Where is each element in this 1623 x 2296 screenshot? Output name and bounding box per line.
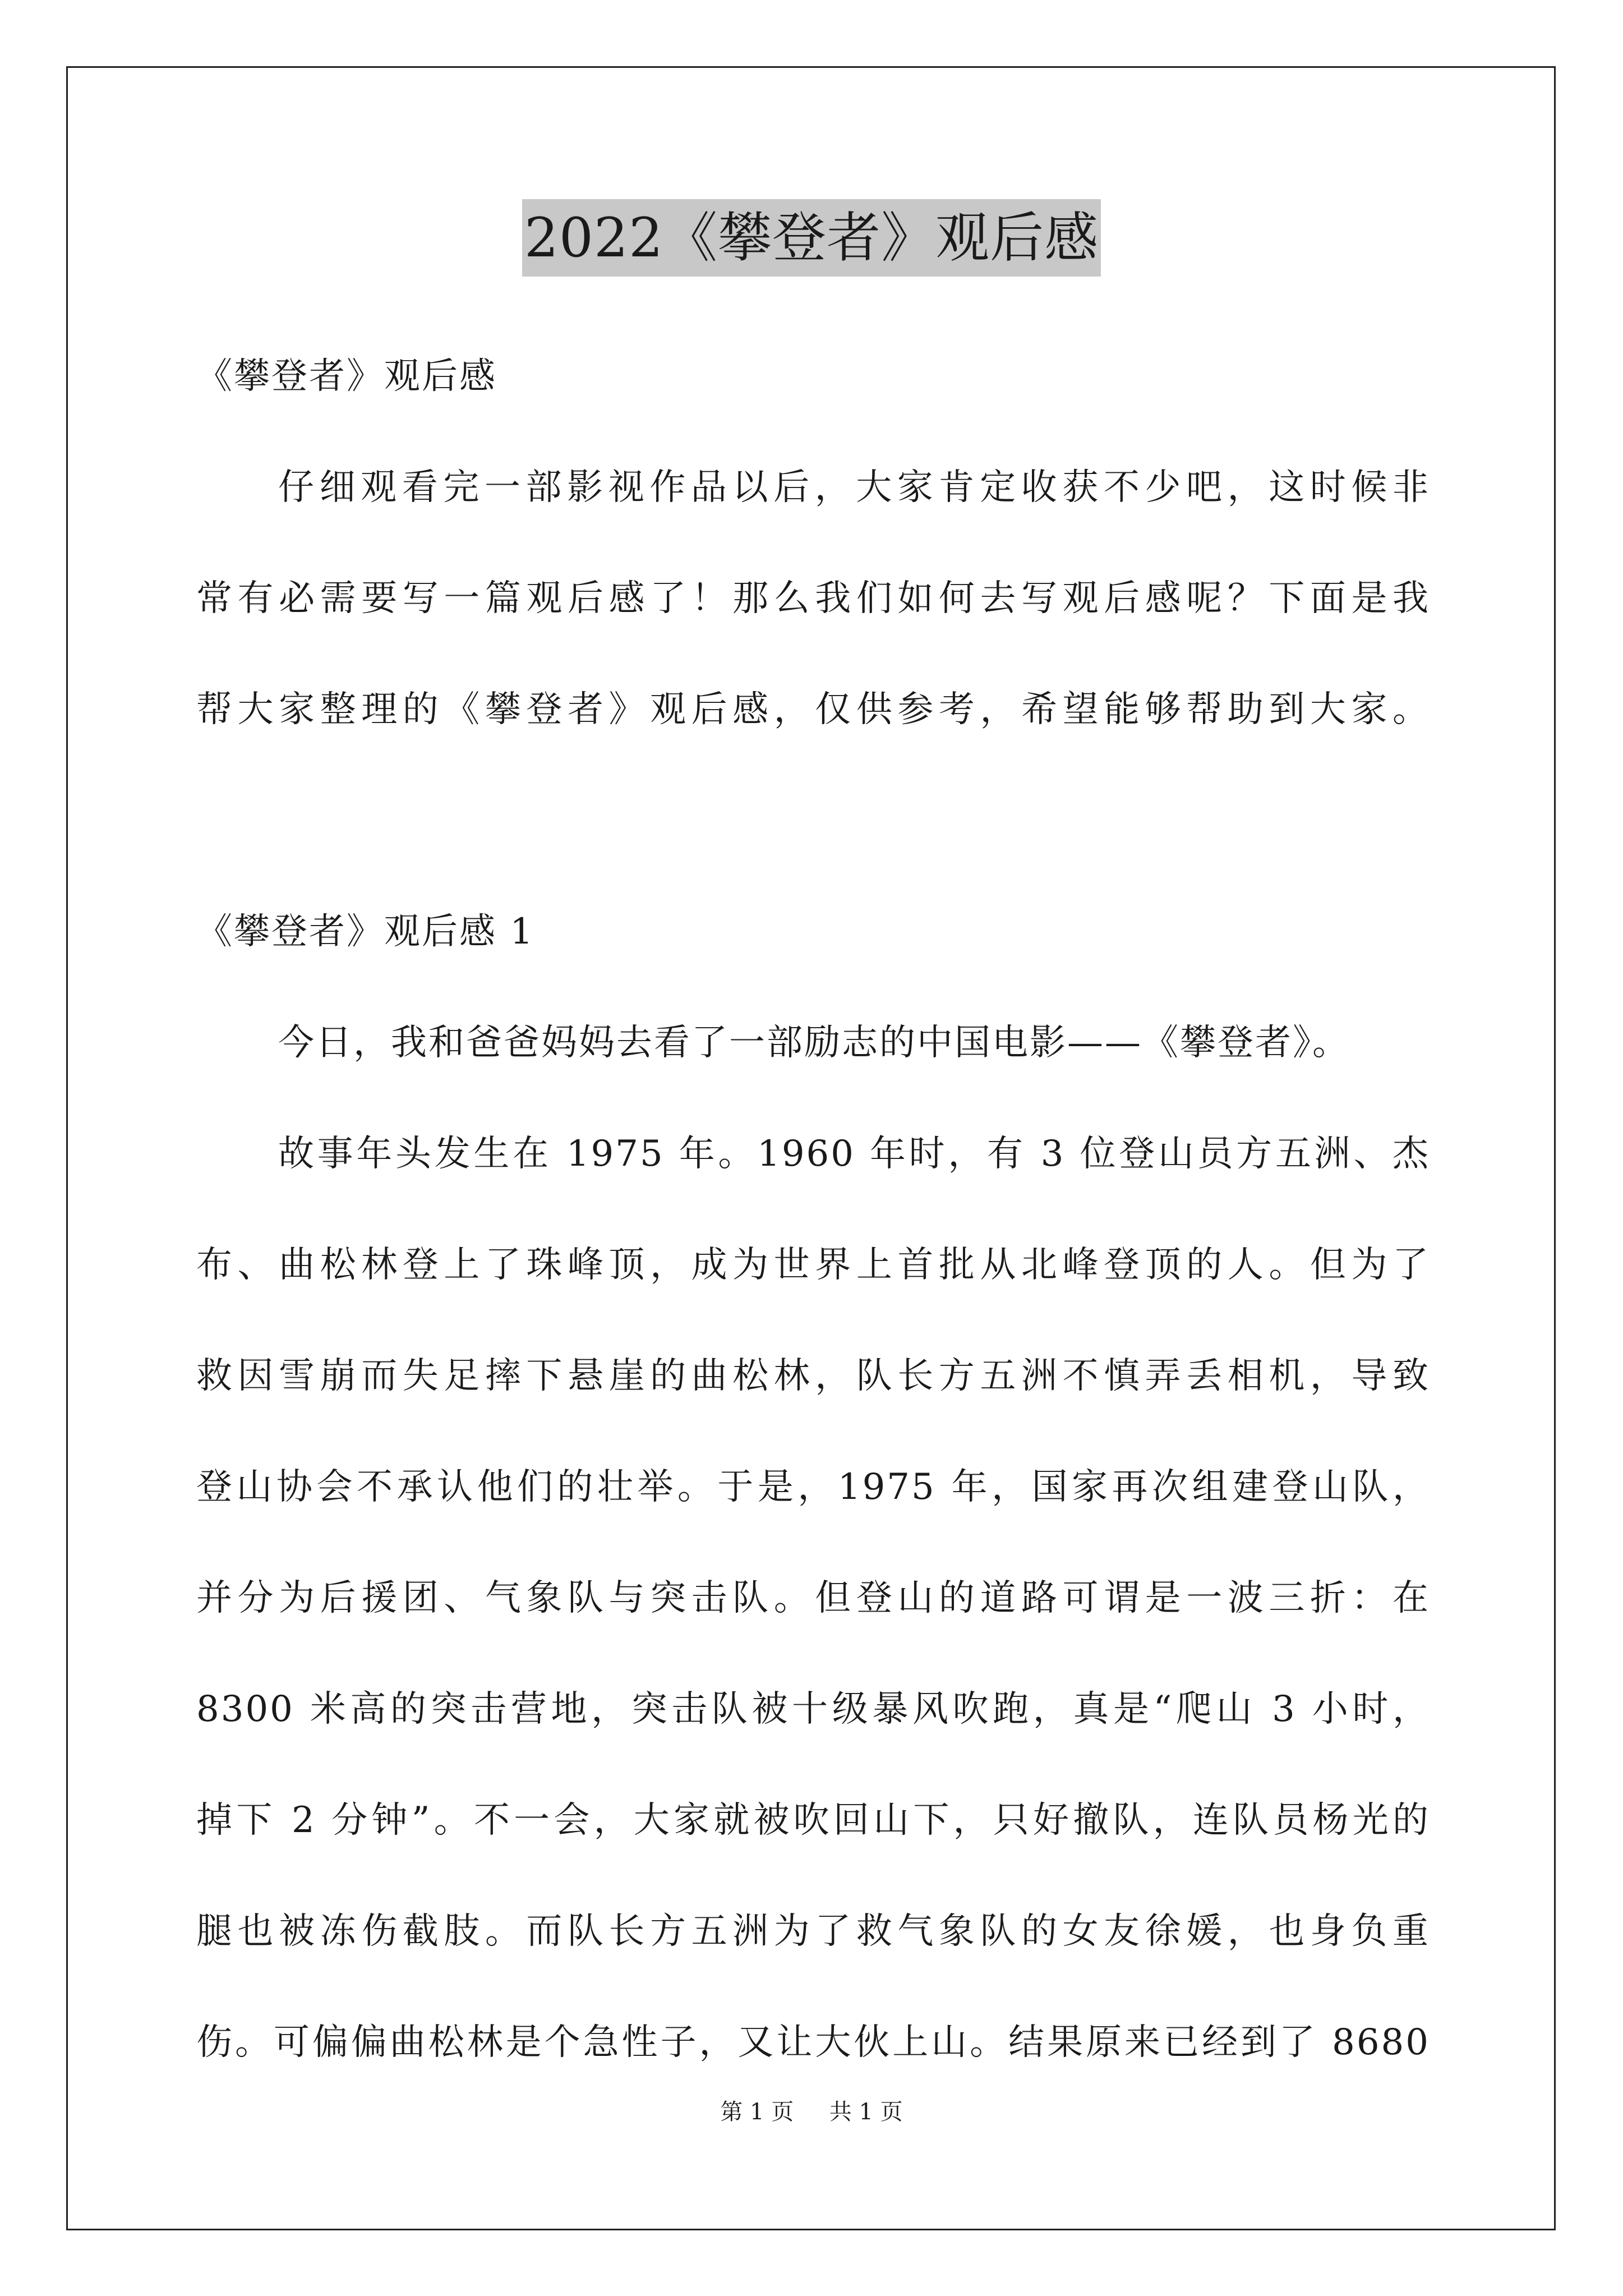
document-body	[196, 321, 1430, 2098]
paragraph-line: 伤。可偏偏曲松林是个急性子，又让大伙上山。结果原来已经到了 8680	[196, 2022, 1430, 2063]
page-number: 第 1 页	[720, 2099, 794, 2125]
document-title: 2022《攀登者》观后感	[522, 199, 1101, 277]
section-heading: 《攀登者》观后感 1	[196, 911, 535, 953]
paragraph-line: 8300 米高的突击营地，突击队被十级暴风吹跑，真是“爬山 3 小时，	[196, 1688, 1430, 1730]
section-heading: 《攀登者》观后感	[196, 356, 497, 397]
page-total: 共 1 页	[829, 2099, 903, 2125]
paragraph-line: 帮大家整理的《攀登者》观后感，仅供参考，希望能够帮助到大家。	[196, 689, 1430, 730]
paragraph-line: 腿也被冻伤截肢。而队长方五洲为了救气象队的女友徐媛，也身负重	[196, 1911, 1430, 1952]
title-container	[0, 199, 1623, 277]
paragraph-line: 今日，我和爸爸妈妈去看了一部励志的中国电影——《攀登者》。	[278, 1022, 1350, 1064]
paragraph-line: 并分为后援团、气象队与突击队。但登山的道路可谓是一波三折：在	[196, 1577, 1430, 1619]
paragraph-line: 登山协会不承认他们的壮举。于是，1975 年，国家再次组建登山队，	[196, 1466, 1430, 1508]
paragraph-line: 故事年头发生在 1975 年。1960 年时，有 3 位登山员方五洲、杰	[278, 1133, 1430, 1175]
page-footer	[0, 2095, 1623, 2129]
paragraph-line: 仔细观看完一部影视作品以后，大家肯定收获不少吧，这时候非	[278, 467, 1430, 508]
paragraph-line: 布、曲松林登上了珠峰顶，成为世界上首批从北峰登顶的人。但为了	[196, 1244, 1430, 1286]
paragraph-line: 常有必需要写一篇观后感了！那么我们如何去写观后感呢？下面是我	[196, 578, 1430, 619]
paragraph-line: 掉下 2 分钟”。不一会，大家就被吹回山下，只好撤队，连队员杨光的	[196, 1800, 1430, 1841]
paragraph-line: 救因雪崩而失足摔下悬崖的曲松林，队长方五洲不慎弄丢相机，导致	[196, 1355, 1430, 1397]
blank-line	[196, 765, 1430, 876]
